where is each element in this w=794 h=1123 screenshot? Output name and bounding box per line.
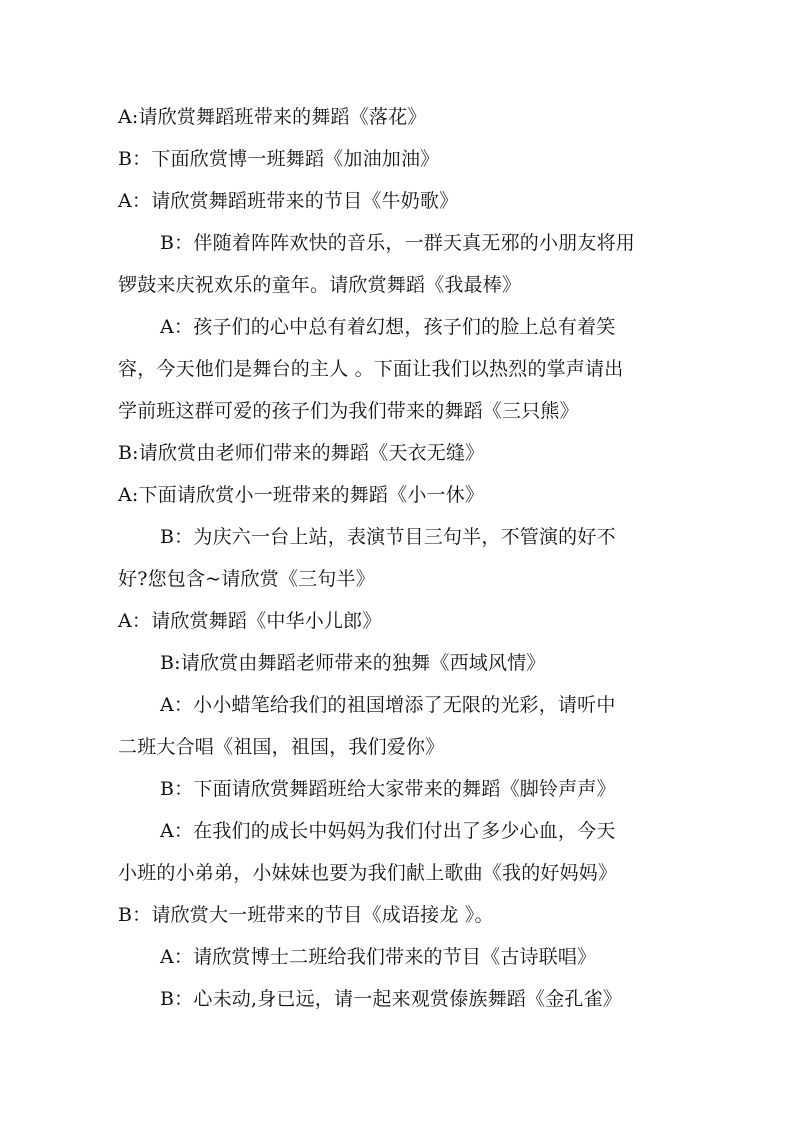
- line-16: 二班大合唱《祖国，祖国，我们爱你》: [118, 736, 445, 758]
- line-7: 容，今天他们是舞台的主人 。下面让我们以热烈的掌声请出: [118, 358, 624, 380]
- line-9: B:请欣赏由老师们带来的舞蹈《天衣无缝》: [118, 442, 485, 464]
- line-3: A：请欣赏舞蹈班带来的节目《牛奶歌》: [118, 190, 459, 212]
- line-2: B：下面欣赏博一班舞蹈《加油加油》: [118, 148, 440, 170]
- line-19: 小班的小弟弟，小妹妹也要为我们献上歌曲《我的好妈妈》: [118, 862, 618, 884]
- line-20: B：请欣赏大一班带来的节目《成语接龙 》。: [118, 904, 494, 926]
- line-17: B：下面请欣赏舞蹈班给大家带来的舞蹈《脚铃声声》: [160, 778, 616, 800]
- line-5: 锣鼓来庆祝欢乐的童年。请欣赏舞蹈《我最棒》: [118, 274, 522, 296]
- line-21: A：请欣赏博士二班给我们带来的节目《古诗联唱》: [160, 946, 597, 968]
- line-13: A：请欣赏舞蹈《中华小儿郎》: [118, 610, 382, 632]
- line-1: A:请欣赏舞蹈班带来的舞蹈《落花》: [118, 106, 427, 128]
- line-15: A：小小蜡笔给我们的祖国增添了无限的光彩，请听中: [160, 694, 616, 716]
- line-22: B：心未动,身已远，请一起来观赏傣族舞蹈《金孔雀》: [160, 988, 623, 1010]
- line-6: A：孩子们的心中总有着幻想，孩子们的脸上总有着笑: [160, 316, 616, 338]
- line-18: A：在我们的成长中妈妈为我们付出了多少心血，今天: [160, 820, 616, 842]
- line-12: 好?您包含~请欣赏《三句半》: [118, 568, 375, 590]
- line-11: B：为庆六一台上站，表演节目三句半，不管演的好不: [160, 526, 616, 548]
- line-10: A:下面请欣赏小一班带来的舞蹈《小一休》: [118, 484, 485, 506]
- line-14: B:请欣赏由舞蹈老师带来的独舞《西域风情》: [160, 652, 546, 674]
- line-8: 学前班这群可爱的孩子们为我们带来的舞蹈《三只熊》: [118, 400, 579, 422]
- line-4: B：伴随着阵阵欢快的音乐，一群天真无邪的小朋友将用: [160, 232, 635, 254]
